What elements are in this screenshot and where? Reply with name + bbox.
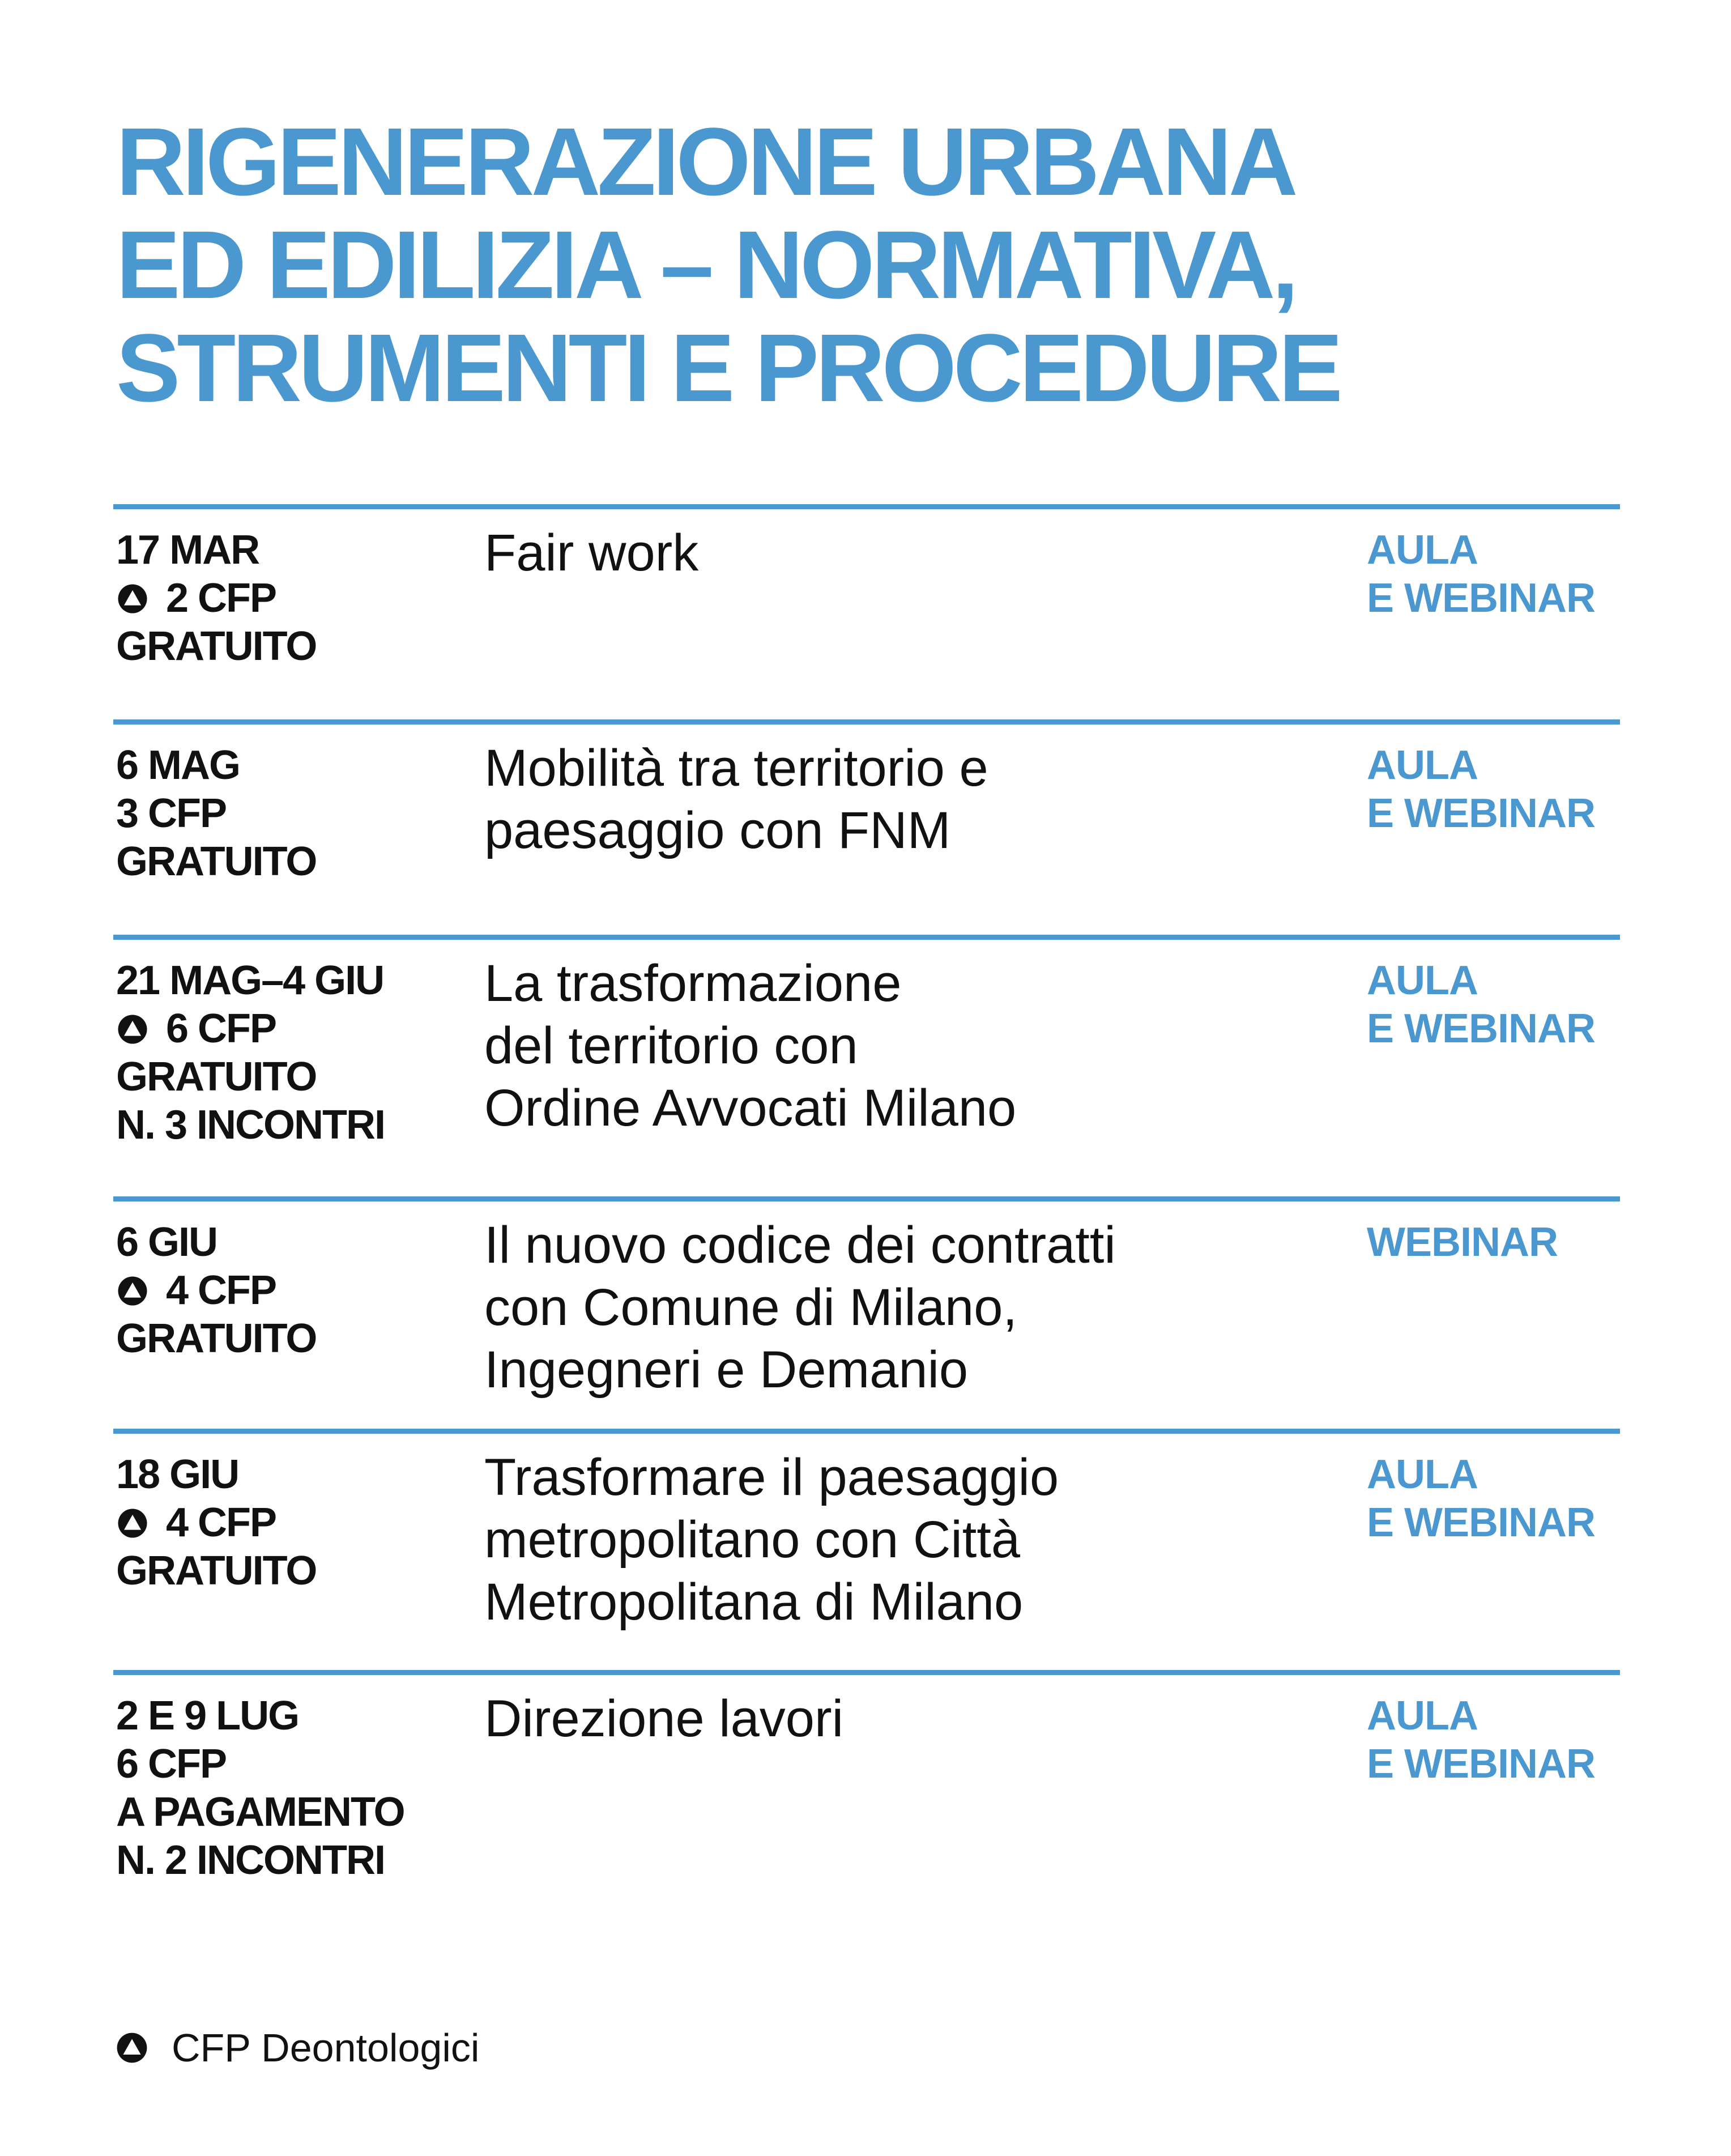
legend-label: CFP Deontologici — [172, 2026, 480, 2070]
event-price — [116, 838, 467, 886]
event-sessions-text: N. 2 INCONTRI — [116, 1838, 385, 1883]
event-meta — [116, 957, 467, 1149]
event-sessions — [116, 1101, 467, 1149]
event-mode-line: E WEBINAR — [1367, 1006, 1595, 1051]
event-topic-line: Ordine Avvocati Milano — [484, 1079, 1017, 1137]
event-cfp-text: 2 CFP — [166, 576, 276, 621]
event-topic-line: Fair work — [484, 524, 699, 582]
event-topic-line: del territorio con — [484, 1017, 858, 1075]
event-mode-line: WEBINAR — [1367, 1220, 1558, 1265]
event-topic — [484, 952, 1277, 1139]
event-price — [116, 1788, 467, 1837]
event-topic-line: Ingegneri e Demanio — [484, 1341, 969, 1399]
event-price-text: GRATUITO — [116, 1548, 317, 1593]
event-date-text: 6 GIU — [116, 1220, 218, 1265]
event-mode — [1367, 742, 1627, 838]
event-mode-line: E WEBINAR — [1367, 791, 1595, 836]
event-date — [116, 957, 467, 1005]
event-cfp — [116, 1499, 467, 1547]
event-mode-line: E WEBINAR — [1367, 576, 1595, 621]
event-date-text: 17 MAR — [116, 527, 259, 573]
event-cfp — [116, 1740, 467, 1788]
event-cfp — [116, 790, 467, 838]
deontological-credit-icon — [115, 2031, 149, 2065]
event-cfp-text: 3 CFP — [116, 791, 227, 836]
title-line: RIGENERAZIONE URBANA — [116, 108, 1295, 216]
event-mode-line: AULA — [1367, 1452, 1478, 1497]
event-topic-line: metropolitano con Città — [484, 1511, 1021, 1569]
event-row — [113, 719, 1620, 940]
event-mode — [1367, 957, 1627, 1053]
event-topic-line: paesaggio con FNM — [484, 802, 951, 859]
legend — [115, 2025, 479, 2070]
event-row — [113, 935, 1620, 1200]
event-sessions-text: N. 3 INCONTRI — [116, 1102, 385, 1148]
event-date — [116, 1451, 467, 1499]
event-mode-line: AULA — [1367, 743, 1478, 788]
event-meta — [116, 742, 467, 886]
event-mode — [1367, 1451, 1627, 1547]
event-topic — [484, 737, 1277, 862]
event-topic-line: Mobilità tra territorio e — [484, 739, 988, 797]
event-cfp — [116, 574, 467, 623]
event-topic-line: Metropolitana di Milano — [484, 1573, 1024, 1631]
event-date — [116, 1692, 467, 1740]
event-price — [116, 623, 467, 671]
event-price-text: A PAGAMENTO — [116, 1789, 404, 1835]
event-mode-line: AULA — [1367, 1693, 1478, 1739]
event-row — [113, 1670, 1620, 1913]
event-topic-line: La trasformazione — [484, 955, 902, 1012]
event-price — [116, 1315, 467, 1363]
event-cfp — [116, 1267, 467, 1315]
event-price-text: GRATUITO — [116, 624, 317, 669]
event-date — [116, 1218, 467, 1267]
event-row — [113, 1429, 1620, 1674]
title-line: STRUMENTI E PROCEDURE — [116, 314, 1340, 422]
event-cfp-text: 6 CFP — [166, 1006, 276, 1051]
event-meta — [116, 1692, 467, 1885]
deontological-credit-icon — [116, 1013, 149, 1046]
event-cfp-text: 6 CFP — [116, 1741, 227, 1787]
event-sessions — [116, 1837, 467, 1885]
event-row — [113, 504, 1620, 725]
event-mode — [1367, 526, 1627, 623]
event-mode-line: E WEBINAR — [1367, 1500, 1595, 1545]
deontological-credit-icon — [116, 1507, 149, 1540]
event-topic — [484, 522, 1277, 584]
event-meta — [116, 1218, 467, 1363]
event-topic-line: con Comune di Milano, — [484, 1279, 1017, 1336]
deontological-credit-icon — [116, 582, 149, 615]
event-mode — [1367, 1692, 1627, 1788]
event-meta — [116, 526, 467, 671]
event-meta — [116, 1451, 467, 1595]
event-price-text: GRATUITO — [116, 1316, 317, 1361]
event-cfp — [116, 1005, 467, 1053]
event-date — [116, 526, 467, 574]
event-cfp-text: 4 CFP — [166, 1268, 276, 1313]
event-price-text: GRATUITO — [116, 1054, 317, 1100]
event-topic-line: Il nuovo codice dei contratti — [484, 1216, 1116, 1274]
event-price-text: GRATUITO — [116, 839, 317, 884]
event-mode-line: AULA — [1367, 958, 1478, 1003]
event-price — [116, 1053, 467, 1101]
event-mode — [1367, 1218, 1627, 1267]
event-topic — [484, 1688, 1277, 1750]
event-topic — [484, 1214, 1277, 1401]
event-topic-line: Direzione lavori — [484, 1690, 844, 1748]
event-cfp-text: 4 CFP — [166, 1500, 276, 1545]
event-date-text: 21 MAG–4 GIU — [116, 958, 384, 1003]
event-row — [113, 1196, 1620, 1434]
title-line: ED EDILIZIA – NORMATIVA, — [116, 211, 1295, 319]
event-date-text: 2 E 9 LUG — [116, 1693, 299, 1739]
event-date-text: 18 GIU — [116, 1452, 239, 1497]
event-topic-line: Trasformare il paesaggio — [484, 1448, 1059, 1506]
event-price — [116, 1547, 467, 1595]
page-title — [116, 110, 1645, 420]
event-topic — [484, 1446, 1277, 1633]
event-date-text: 6 MAG — [116, 743, 240, 788]
event-mode-line: E WEBINAR — [1367, 1741, 1595, 1787]
event-date — [116, 742, 467, 790]
deontological-credit-icon — [116, 1275, 149, 1307]
event-mode-line: AULA — [1367, 527, 1478, 573]
